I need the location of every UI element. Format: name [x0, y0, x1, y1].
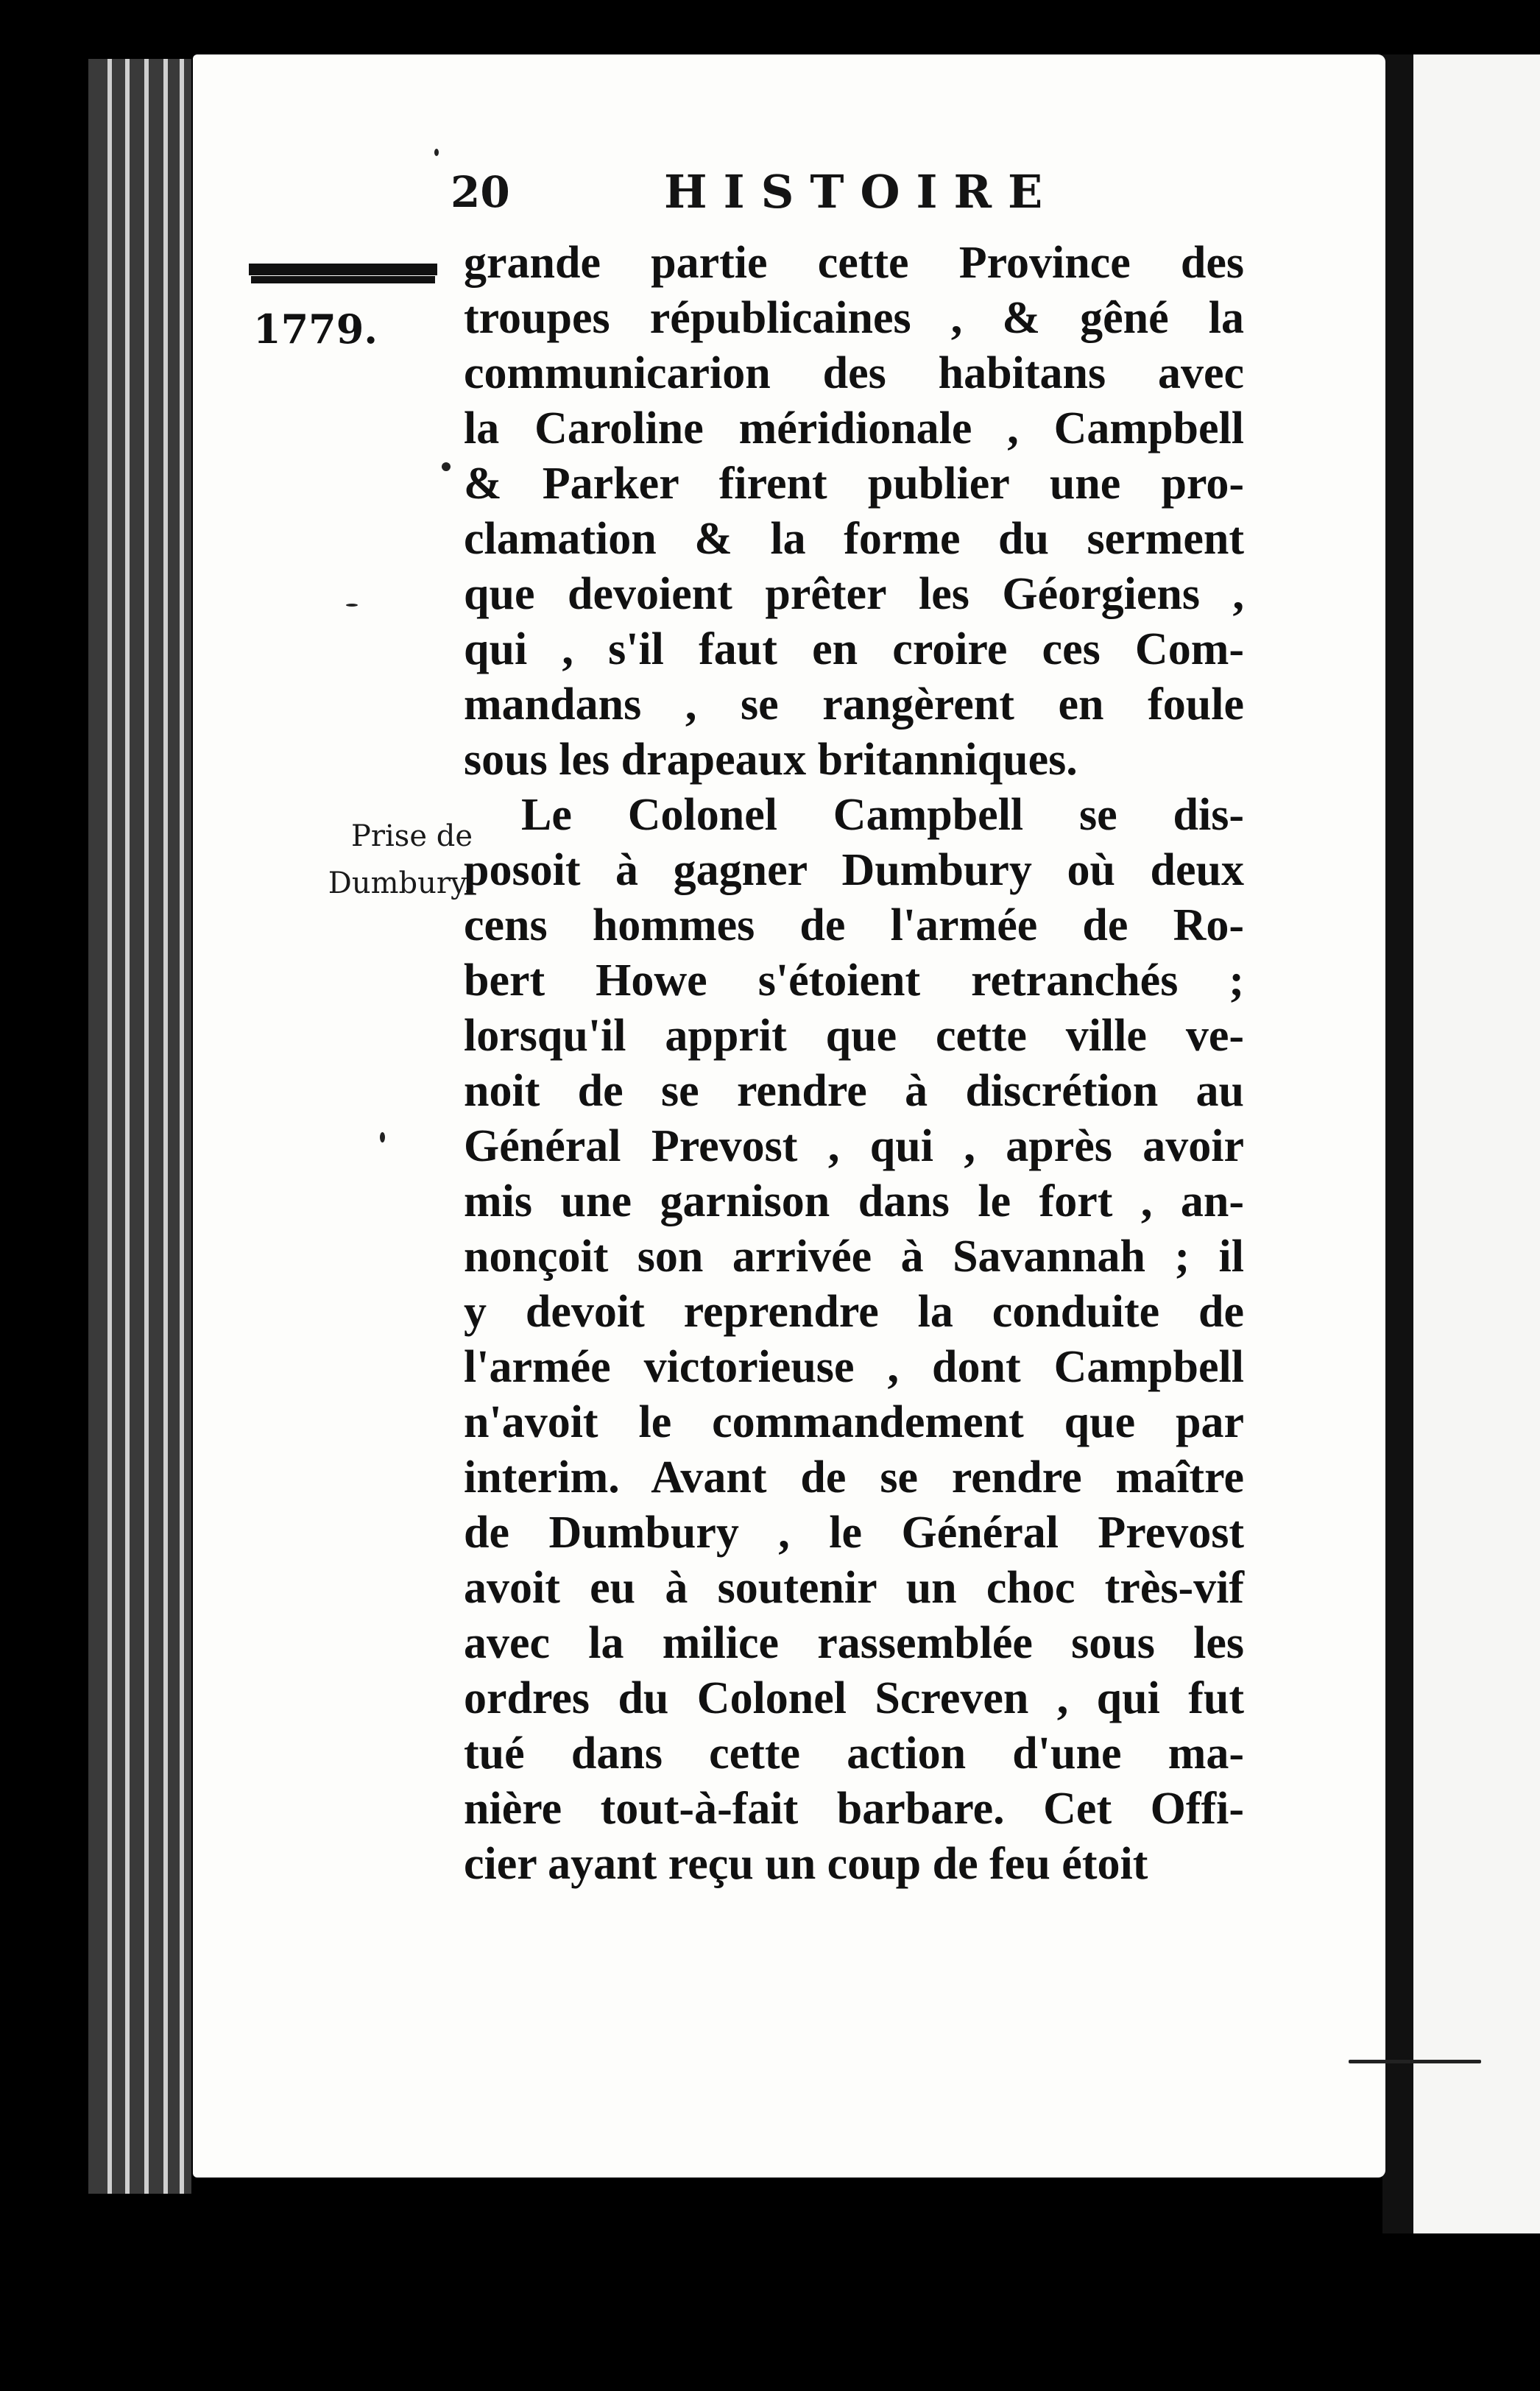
book-spine	[88, 59, 191, 2194]
text-line: interim. Avant de se rendre maître	[464, 1452, 1244, 1502]
margin-note	[259, 813, 473, 907]
text-line: ordres du Colonel Screven , qui fut	[464, 1673, 1244, 1723]
text-line: nonçoit son arrivée à Savannah ; il	[464, 1232, 1244, 1282]
text-line: sous les drapeaux britanniques.	[464, 735, 1078, 785]
ornamental-rule	[249, 264, 437, 275]
text-line: y devoit reprendre la conduite de	[464, 1287, 1244, 1337]
spine-edge-line	[163, 59, 168, 2194]
text-line: cier ayant reçu un coup de feu étoit	[464, 1839, 1148, 1889]
scan-speck	[380, 1132, 385, 1142]
text-line: Général Prevost , qui , après avoir	[464, 1121, 1244, 1171]
text-line: nière tout-à-fait barbare. Cet Offi-	[464, 1784, 1244, 1834]
text-line: Le Colonel Campbell se dis-	[521, 790, 1244, 840]
text-line: troupes républicaines , & gêné la	[464, 293, 1244, 343]
facing-page-edge	[1413, 54, 1540, 2233]
text-line: de Dumbury , le Général Prevost	[464, 1508, 1244, 1558]
scan-speck	[442, 462, 451, 471]
spine-edge-line	[107, 59, 112, 2194]
text-line: avoit eu à soutenir un choc très-vif	[464, 1563, 1244, 1613]
page-number: 20	[451, 167, 510, 217]
text-line: & Parker firent publier une pro-	[464, 459, 1244, 509]
spine-edge-line	[180, 59, 184, 2194]
text-line: lorsqu'il apprit que cette ville ve-	[464, 1011, 1244, 1061]
text-line: avec la milice rassemblée sous les	[464, 1618, 1244, 1668]
running-head	[451, 166, 1260, 218]
scan-speck	[346, 604, 358, 607]
spine-edge-line	[125, 59, 130, 2194]
text-line: que devoient prêter les Géorgiens ,	[464, 569, 1244, 619]
text-line: n'avoit le commandement que par	[464, 1397, 1244, 1447]
text-line: posoit à gagner Dumbury où deux	[464, 845, 1244, 895]
text-line: mandans , se rangèrent en foule	[464, 679, 1244, 730]
text-line: bert Howe s'étoient retranchés ;	[464, 956, 1244, 1006]
text-line: grande partie cette Province des	[464, 238, 1244, 288]
text-line: l'armée victorieuse , dont Campbell	[464, 1342, 1244, 1392]
page-gutter	[1382, 54, 1413, 2233]
text-line: mis une garnison dans le fort , an-	[464, 1176, 1244, 1226]
text-line: clamation & la forme du serment	[464, 514, 1244, 564]
scan-speck	[1349, 2060, 1481, 2063]
margin-year: 1779.	[253, 306, 378, 353]
margin-note-line: Prise de	[350, 819, 473, 853]
margin-note-line: Dumbury.	[328, 866, 473, 900]
scan-speck	[434, 149, 439, 156]
text-line: qui , s'il faut en croire ces Com-	[464, 624, 1244, 674]
spine-edge-line	[144, 59, 149, 2194]
text-line: tué dans cette action d'une ma-	[464, 1728, 1244, 1779]
text-line: noit de se rendre à discrétion au	[464, 1066, 1244, 1116]
page-title: HISTOIRE	[664, 165, 1059, 219]
text-line: cens hommes de l'armée de Ro-	[464, 900, 1244, 950]
body-text	[464, 236, 1244, 1892]
text-line: communicarion des habitans avec	[464, 348, 1244, 398]
text-line: la Caroline méridionale , Campbell	[464, 403, 1244, 453]
